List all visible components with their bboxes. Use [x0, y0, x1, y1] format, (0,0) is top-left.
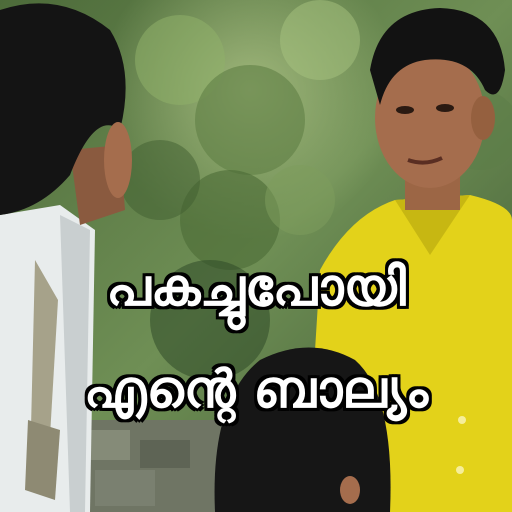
meme-caption-line-2: എന്റെ ബാല്യം: [83, 360, 429, 420]
meme-caption-line-1: പകച്ചുപോയി: [106, 258, 406, 318]
stone-wall: [80, 420, 230, 512]
